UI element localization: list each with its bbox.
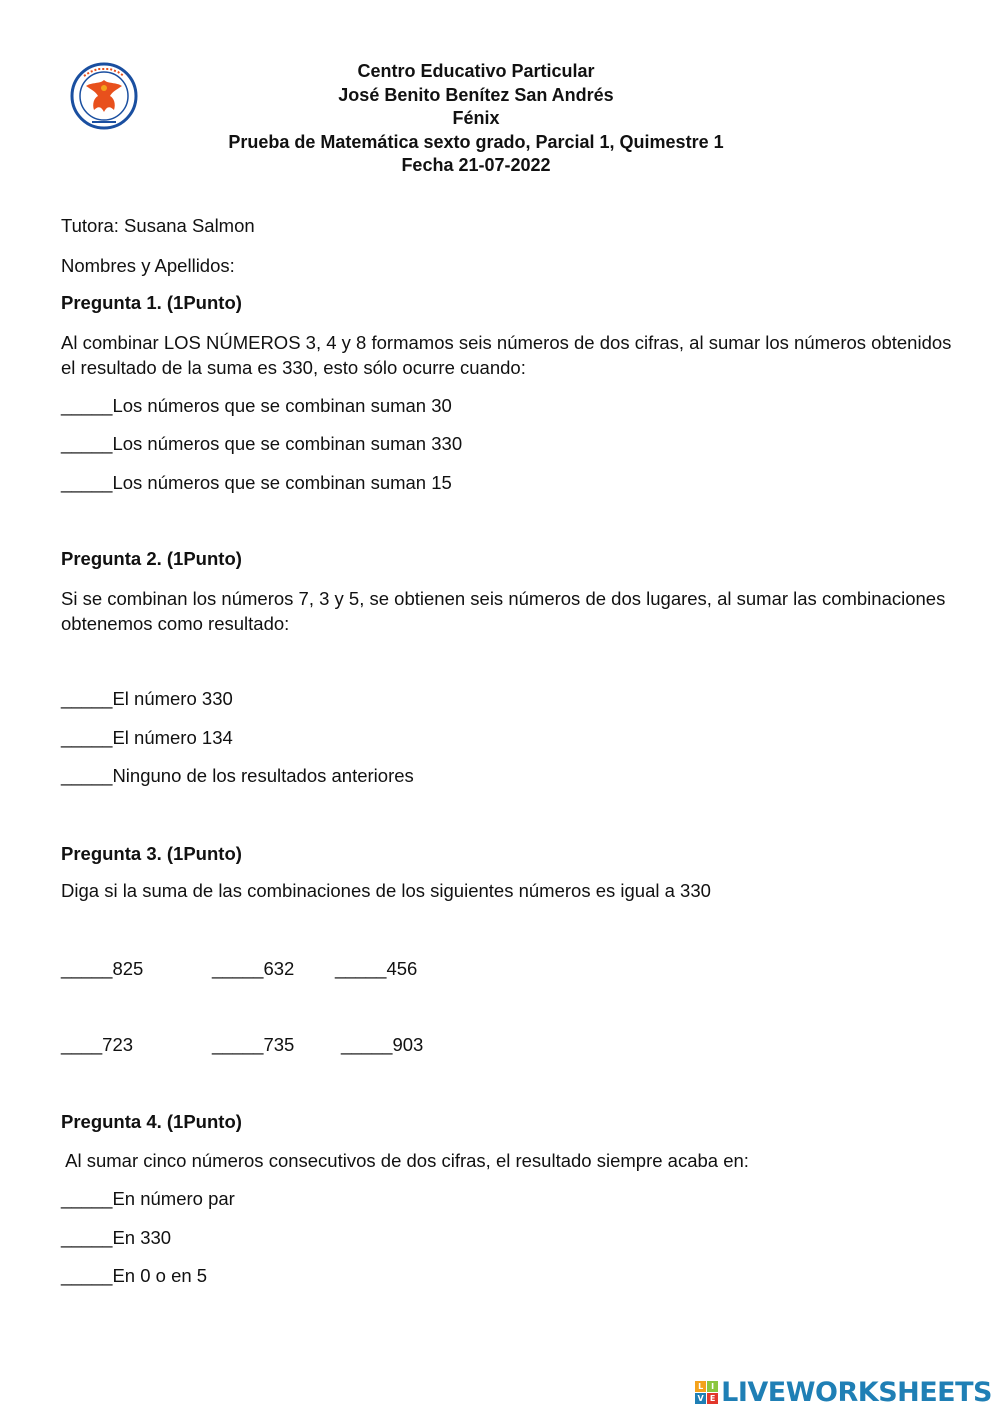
- question-1-option-3[interactable]: _____Los números que se combinan suman 15: [61, 472, 452, 493]
- tutor-line: Tutora: Susana Salmon: [61, 215, 255, 236]
- document-header: [0, 60, 952, 178]
- logo-letter-e: E: [707, 1393, 718, 1404]
- question-2-text: Si se combinan los números 7, 3 y 5, se obtienen seis números de dos lugares, al sumar las combinaciones obtenemos como resultado:: [61, 588, 946, 634]
- school-name: José Benito Benítez San Andrés: [338, 84, 614, 105]
- question-1-text: Al combinar LOS NÚMEROS 3, 4 y 8 formamos seis números de dos cifras, al sumar los números obtenidos el resultado de la suma es 330, esto sólo ocurre cuando:: [61, 332, 952, 378]
- exam-date: Fecha 21-07-2022: [401, 155, 551, 175]
- question-4-option-1[interactable]: _____En número par: [61, 1188, 235, 1209]
- names-field-label: Nombres y Apellidos:: [61, 255, 235, 276]
- question-3-title: Pregunta 3. (1Punto): [61, 843, 242, 864]
- question-3-option-735[interactable]: _____735: [212, 1034, 295, 1055]
- brand-text: LIVEWORKSHEETS: [721, 1376, 992, 1408]
- logo-letter-l: L: [695, 1381, 706, 1392]
- question-1-title: Pregunta 1. (1Punto): [61, 292, 242, 313]
- question-4-text: Al sumar cinco números consecutivos de dos cifras, el resultado siempre acaba en:: [61, 1150, 749, 1171]
- question-3-text: Diga si la suma de las combinaciones de los siguientes números es igual a 330: [61, 880, 711, 901]
- school-type: Centro Educativo Particular: [357, 61, 595, 81]
- liveworksheets-logo-icon: [695, 1381, 718, 1404]
- question-2-option-1[interactable]: _____El número 330: [61, 688, 233, 709]
- school-motto: Fénix: [452, 108, 500, 128]
- question-2-title: Pregunta 2. (1Punto): [61, 548, 242, 569]
- question-2-option-3[interactable]: _____Ninguno de los resultados anteriores: [61, 765, 414, 786]
- logo-letter-i: I: [707, 1381, 718, 1392]
- question-3-option-632[interactable]: _____632: [212, 958, 295, 979]
- question-4-option-2[interactable]: _____En 330: [61, 1227, 172, 1248]
- question-1-option-2[interactable]: _____Los números que se combinan suman 330: [61, 433, 463, 454]
- question-3-option-723[interactable]: ____723: [61, 1034, 134, 1055]
- question-2-option-2[interactable]: _____El número 134: [61, 727, 233, 748]
- question-4-option-3[interactable]: _____En 0 o en 5: [61, 1265, 208, 1286]
- question-3-option-825[interactable]: _____825: [61, 958, 144, 979]
- logo-letter-v: V: [695, 1393, 706, 1404]
- liveworksheets-watermark: [695, 1377, 992, 1407]
- question-4-title: Pregunta 4. (1Punto): [61, 1111, 242, 1132]
- question-3-option-456[interactable]: _____456: [335, 958, 418, 979]
- question-1-option-1[interactable]: _____Los números que se combinan suman 30: [61, 395, 452, 416]
- exam-title: Prueba de Matemática sexto grado, Parcial 1, Quimestre 1: [228, 131, 724, 152]
- question-3-option-903[interactable]: _____903: [341, 1034, 424, 1055]
